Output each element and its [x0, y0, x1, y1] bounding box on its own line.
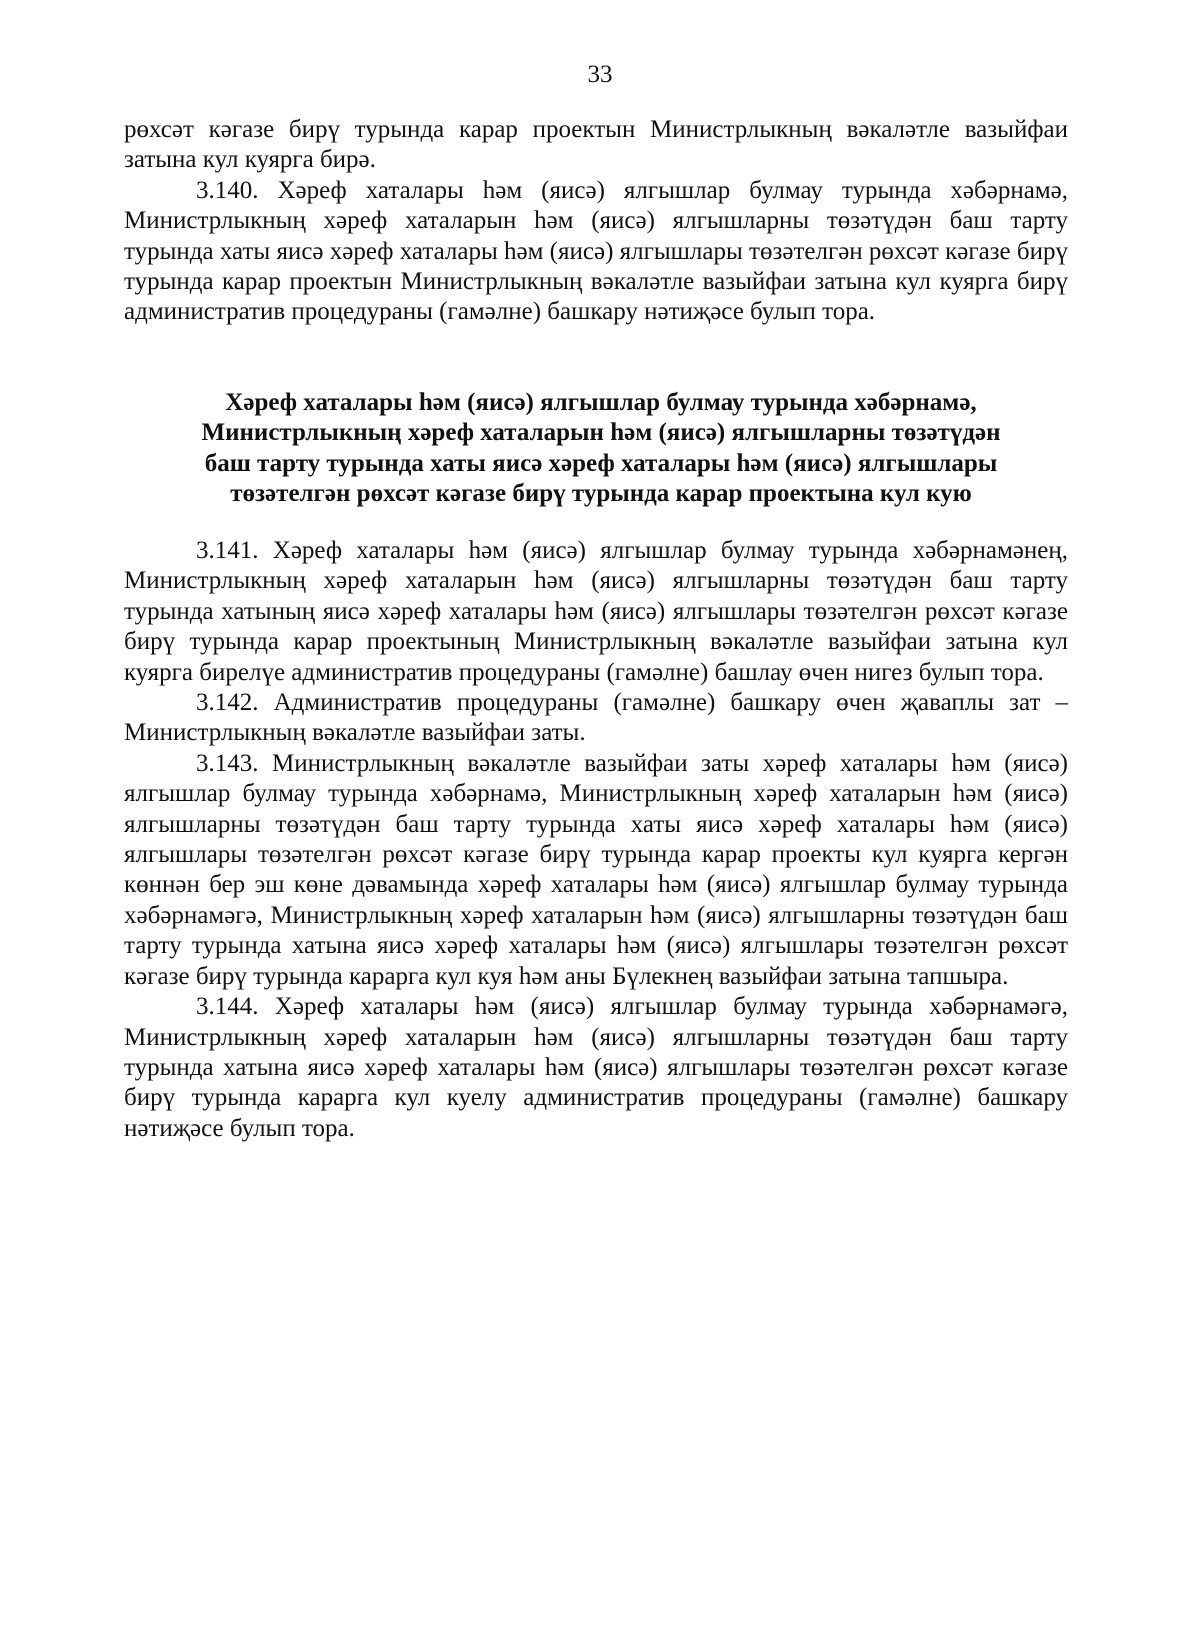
section-heading — [134, 388, 1068, 510]
heading-line: Министрлыкның хәреф хаталарын һәм (яисә) ялгышларны төзәтүдән — [201, 419, 1001, 447]
paragraph-3-141: 3.141. Хәреф хаталары һәм (яисә) ялгышлар булмау турында хәбәрнамәнең, Министрлыкның хәреф хаталарын һәм (яисә) ялгышларны төзәтүдән баш тарту турында хатының яисә хәреф хаталары һәм (яисә) ялгышлары төзәтелгән рөхсәт кәгазе бирү турында карар проектының Министрлыкның вәкаләтле вазыйфаи затына кул куярга бирелүе административ процедураны (гамәлне) башлау өчен нигез булып тора. — [124, 537, 1068, 686]
heading-line: Хәреф хаталары һәм (яисә) ялгышлар булмау турында хәбәрнамә, — [225, 389, 977, 416]
heading-line: төзәтелгән рөхсәт кәгазе бирү турында карар проектына кул кую — [230, 480, 972, 508]
main-text-block — [124, 536, 1068, 1144]
paragraph-3-142: 3.142. Административ процедураны (гамәлне) башкару өчен җаваплы зат – Министрлыкның вәкаләтле вазыйфаи заты. — [124, 689, 1068, 747]
intro-paragraph: рөхсәт кәгазе бирү турында карар проектын Министрлыкның вәкаләтле вазыйфаи затына кул куярга бирә. — [124, 116, 1068, 174]
paragraph-3-140: 3.140. Хәреф хаталары һәм (яисә) ялгышлар булмау турында хәбәрнамә, Министрлыкның хәреф хаталарын һәм (яисә) ялгышларны төзәтүдән баш тарту турында хаты яисә хәреф хаталары һәм (яисә) ялгышлары төзәтелгән рөхсәт кәгазе бирү турында карар проектын Министрлыкның вәкаләтле вазыйфаи затына кул куярга бирү административ процедураны (гамәлне) башкару нәтиҗәсе булып тора. — [124, 176, 1068, 326]
page-number: 33 — [587, 61, 613, 88]
heading-line: баш тарту турында хаты яисә хәреф хаталары һәм (яисә) ялгышлары — [204, 449, 998, 477]
top-text-block — [124, 115, 1068, 328]
paragraph-3-143: 3.143. Министрлыкның вәкаләтле вазыйфаи заты хәреф хаталары һәм (яисә) ялгышлар булмау турында хәбәрнамә, Министрлыкның хәреф хаталарын һәм (яисә) ялгышларны төзәтүдән баш тарту турында хаты яисә хәреф хаталары һәм (яисә) ялгышлары төзәтелгән рөхсәт кәгазе бирү турында карар проекты кул куярга кергән көннән бер эш көне дәвамында хәреф хаталары һәм (яисә) ялгышлар булмау турында хәбәрнамәгә, Министрлыкның хәреф хаталарын һәм (яисә) ялгышларны төзәтүдән баш тарту турында хатына яисә хәреф хаталары һәм (яисә) ялгышлары төзәтелгән рөхсәт кәгазе бирү турында карарга кул куя һәм аны Бүлекнең вазыйфаи затына тапшыра. — [124, 749, 1068, 990]
paragraph-3-144: 3.144. Хәреф хаталары һәм (яисә) ялгышлар булмау турында хәбәрнамәгә, Министрлыкның хәреф хаталарын һәм (яисә) ялгышларны төзәтүдән баш тарту турында хатына яисә хәреф хаталары һәм (яисә) ялгышлары төзәтелгән рөхсәт кәгазе бирү турында карарга кул куелу административ процедураны (гамәлне) башкару нәтиҗәсе булып тора. — [124, 993, 1068, 1142]
